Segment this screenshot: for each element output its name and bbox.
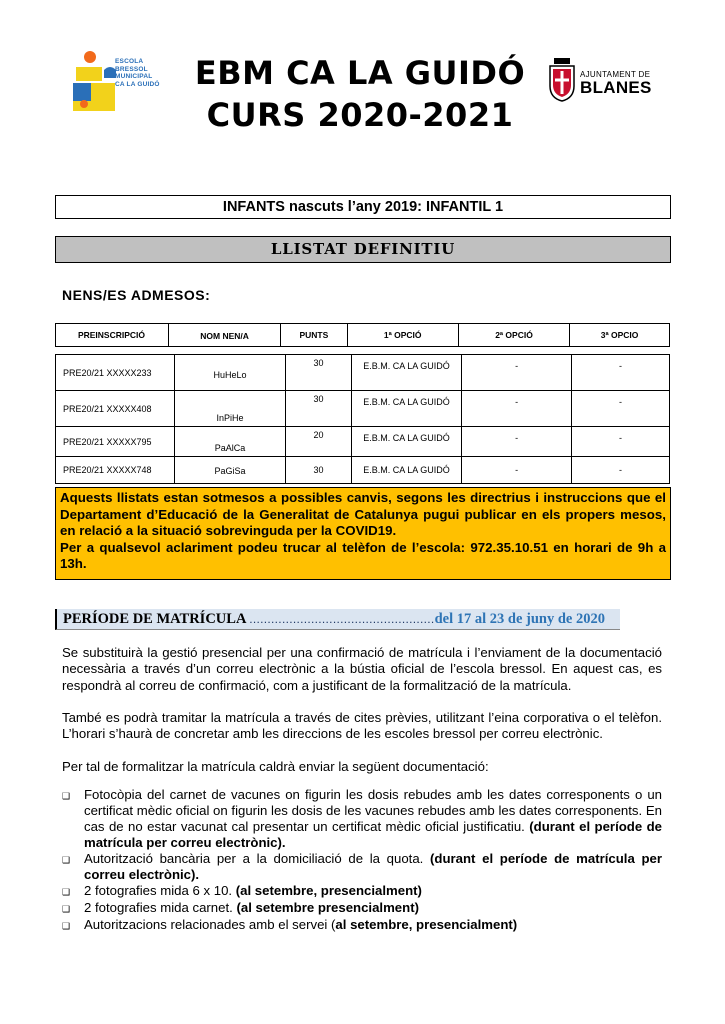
list-item — [62, 851, 662, 883]
cell-opcio-1: E.B.M. CA LA GUIDÓ — [351, 391, 462, 427]
cell-opcio-2: - — [462, 355, 571, 391]
logo-line: MUNICIPAL — [115, 73, 153, 80]
notice-box — [55, 487, 671, 580]
title-line-course: CURS 2020-2021 — [206, 96, 514, 134]
cell-opcio-3: - — [571, 427, 669, 457]
cell-nom: InPiHe — [174, 391, 286, 427]
table-row — [56, 355, 670, 391]
logo-line: BRESSOL — [115, 65, 148, 73]
admitted-table — [55, 354, 670, 484]
period-label: PERÍODE DE MATRÍCULA — [63, 611, 246, 627]
period-dates: del 17 al 23 de juny de 2020 — [434, 611, 605, 627]
col-header-opcio-2: 2ª OPCIÓ — [458, 324, 569, 347]
logo-line: CA LA GUIDÓ — [115, 80, 160, 88]
cell-preinscripcio: PRE20/21 XXXXX748 — [56, 457, 175, 484]
group-banner: INFANTS nascuts l’any 2019: INFANTIL 1 — [55, 195, 671, 219]
cell-punts: 30 — [286, 391, 351, 427]
checkbox-bullet-icon: ❑ — [62, 904, 71, 914]
cell-opcio-1: E.B.M. CA LA GUIDÓ — [351, 427, 462, 457]
checkbox-bullet-icon: ❑ — [62, 921, 71, 931]
page-title — [160, 52, 560, 136]
list-banner: LLISTAT DEFINITIU — [55, 236, 671, 263]
bullet-bold: (al setembre, presencialment) — [235, 883, 422, 898]
col-header-opcio-1: 1ª OPCIÓ — [347, 324, 458, 347]
school-logo-text — [115, 58, 160, 88]
enrollment-period — [55, 609, 620, 630]
cell-preinscripcio: PRE20/21 XXXXX408 — [56, 391, 175, 427]
coat-of-arms-icon — [548, 58, 576, 102]
cell-nom: PaAlCa — [174, 427, 286, 457]
bullet-text: Fotocòpia del carnet de vacunes on figurin les dosis rebudes amb les dates corresponents o un certificat mèdic oficial on figurin les dosis de les vacunes rebudes amb les dates corresponents. En cas de no estar vacunat cal presentar un certificat mèdic oficial justificatiu. — [84, 787, 662, 834]
list-item — [62, 900, 662, 917]
period-dots: ................................................... — [249, 612, 435, 626]
paragraph-documentation-intro — [62, 759, 662, 775]
admitted-table-header — [55, 323, 670, 347]
checkbox-bullet-icon: ❑ — [62, 855, 71, 865]
bullet-bold: (al setembre presencialment) — [236, 900, 419, 915]
bullet-bold: (durant el període de matrícula per correu electrònic). — [84, 851, 662, 882]
logo-line: ESCOLA — [115, 58, 144, 65]
cell-punts: 30 — [286, 457, 351, 484]
table-row — [56, 427, 670, 457]
cell-opcio-1: E.B.M. CA LA GUIDÓ — [351, 457, 462, 484]
admitted-subtitle: NENS/ES ADMESOS: — [62, 287, 211, 303]
paragraph-text: Per tal de formalitzar la matrícula caldrà enviar la següent documentació: — [62, 759, 489, 774]
cell-opcio-3: - — [571, 355, 669, 391]
col-header-punts: PUNTS — [281, 324, 347, 347]
cell-preinscripcio: PRE20/21 XXXXX795 — [56, 427, 175, 457]
paragraph-text: Se substituirà la gestió presencial per una confirmació de matrícula i l’enviament de la documentació necessària a través d’un correu electrònic a la bústia oficial de l’escola bressol. En aquest cas, es respondrà al correu de confirmació, com a justificant de la formalització de la matrícula. — [62, 645, 662, 693]
ajuntament-label: AJUNTAMENT DE — [580, 70, 651, 79]
cell-opcio-2: - — [462, 391, 571, 427]
cell-preinscripcio: PRE20/21 XXXXX233 — [56, 355, 175, 391]
bullet-text: 2 fotografies mida carnet. — [84, 900, 233, 915]
notice-contact: Per a qualsevol aclariment podeu trucar al telèfon de l’escola: 972.35.10.51 en horari de 9h a 13h. — [60, 539, 666, 571]
bullet-bold: al setembre, presencialment) — [335, 917, 518, 932]
documentation-list — [62, 787, 662, 934]
cell-nom: PaGiSa — [174, 457, 286, 484]
table-row — [56, 391, 670, 427]
list-item — [62, 917, 662, 934]
table-row — [56, 457, 670, 484]
cell-punts: 20 — [286, 427, 351, 457]
ajuntament-name: BLANES — [580, 78, 652, 97]
list-item — [62, 883, 662, 900]
notice-text: Aquests llistats estan sotmesos a possibles canvis, segons les directrius i instruccions que el Departament d’Educació de la Generalitat de Catalunya pugui publicar en els propers mesos, en relació a la situació sobrevinguda per la COVID19. — [60, 490, 666, 538]
cell-opcio-3: - — [571, 391, 669, 427]
title-line-school: EBM CA LA GUIDÓ — [194, 54, 526, 92]
bullet-text: Autorització bancària per a la domiciliació de la quota. — [84, 851, 424, 866]
cell-punts: 30 — [286, 355, 351, 391]
col-header-preinscripcio: PREINSCRIPCIÓ — [56, 324, 169, 347]
col-header-nom: NOM NEN/A — [168, 324, 280, 347]
paragraph-appointments — [62, 710, 662, 743]
bullet-bold: (durant el període de matrícula per correu electrònic). — [84, 819, 662, 850]
cell-nom: HuHeLo — [174, 355, 286, 391]
checkbox-bullet-icon: ❑ — [62, 791, 71, 801]
col-header-opcio-3: 3ª OPCIO — [570, 324, 670, 347]
cell-opcio-1: E.B.M. CA LA GUIDÓ — [351, 355, 462, 391]
cell-opcio-3: - — [571, 457, 669, 484]
list-item — [62, 787, 662, 851]
bullet-text: 2 fotografies mida 6 x 10. — [84, 883, 233, 898]
paragraph-text: També es podrà tramitar la matrícula a través de cites prèvies, utilitzant l’eina corporativa o el telèfon. L’horari s’haurà de concretar amb les direccions de les escoles bressol per correu electrònic. — [62, 710, 662, 742]
checkbox-bullet-icon: ❑ — [62, 887, 71, 897]
paragraph-procedure — [62, 645, 662, 694]
cell-opcio-2: - — [462, 457, 571, 484]
cell-opcio-2: - — [462, 427, 571, 457]
bullet-text: Autoritzacions relacionades amb el servei ( — [84, 917, 336, 932]
